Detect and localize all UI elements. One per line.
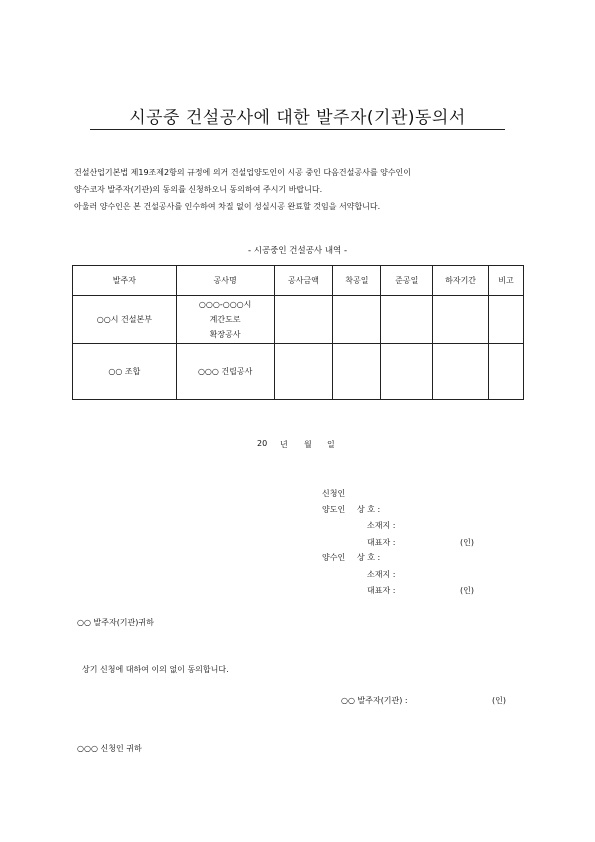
assignee-seal: (인) [460, 586, 474, 595]
cell-start-date [333, 344, 381, 400]
cell-client: ○○ 조합 [73, 344, 177, 400]
project-name-line: 확장공사 [209, 330, 241, 339]
header-client: 발주자 [73, 266, 177, 296]
date-day: 일 [327, 440, 335, 449]
cell-contract-amount [274, 296, 333, 344]
title-underline [90, 129, 505, 130]
table-row [73, 296, 524, 344]
cell-warranty-period [433, 296, 489, 344]
date-year: 년 [280, 440, 288, 449]
assignor-label: 양도인 [322, 505, 346, 514]
cell-project-name [176, 296, 274, 344]
client-seal: (인) [492, 696, 506, 705]
assignor-representative-label: 대표자 : [367, 538, 396, 547]
table-row [73, 344, 524, 400]
project-name-line: 계간도로 [209, 315, 241, 324]
cell-start-date [333, 296, 381, 344]
header-start-date: 착공일 [333, 266, 381, 296]
cell-warranty-period [433, 344, 489, 400]
cell-remarks [489, 296, 524, 344]
header-project-name: 공사명 [176, 266, 274, 296]
date-month: 월 [304, 440, 312, 449]
date-year-prefix: 20 [257, 439, 268, 448]
header-contract-amount: 공사금액 [274, 266, 333, 296]
request-paragraph-line-2: 양수코자 발주자(기관)의 동의를 신청하오니 동의하여 주시기 바랍니다. [74, 185, 323, 194]
request-paragraph-line-1: 건설산업기본법 제19조제2항의 규정에 의거 건설업양도인이 시공 중인 다음건설공사를 양수인이 [74, 168, 412, 177]
assignee-representative-label: 대표자 : [367, 586, 396, 595]
cell-project-name: ○○○ 건립공사 [176, 344, 274, 400]
addressee-client: ○○ 발주자(기관)귀하 [77, 618, 154, 627]
assignor-seal: (인) [460, 538, 474, 547]
applicant-label: 신청인 [322, 489, 346, 498]
header-completion-date: 준공일 [381, 266, 433, 296]
client-signature-label: ○○ 발주자(기관) : [341, 696, 408, 705]
assignor-address-label: 소재지 : [367, 521, 396, 530]
cell-contract-amount [274, 344, 333, 400]
cell-remarks [489, 344, 524, 400]
construction-works-table [72, 265, 524, 400]
cell-completion-date [381, 344, 433, 400]
assignee-label: 양수인 [322, 553, 346, 562]
assignee-name-label: 상 호 : [357, 553, 381, 562]
table-header-row [73, 266, 524, 296]
header-remarks: 비고 [489, 266, 524, 296]
addressee-applicant: ○○○ 신청인 귀하 [77, 744, 142, 753]
assignee-address-label: 소재지 : [367, 570, 396, 579]
header-warranty-period: 하자기간 [433, 266, 489, 296]
assignor-name-label: 상 호 : [357, 505, 381, 514]
cell-completion-date [381, 296, 433, 344]
table-caption: - 시공중인 건설공사 내역 - [247, 246, 348, 256]
consent-statement: 상기 신청에 대하여 이의 없이 동의합니다. [82, 665, 229, 674]
document-title: 시공중 건설공사에 대한 발주자(기관)동의서 [129, 108, 466, 128]
pledge-paragraph: 아울러 양수인은 본 건설공사를 인수하여 차질 없이 성실시공 완료할 것임을 서약합니다. [74, 202, 381, 211]
project-name-line: ○○○-○○○시 [198, 300, 252, 309]
cell-client: ○○시 건설본부 [73, 296, 177, 344]
